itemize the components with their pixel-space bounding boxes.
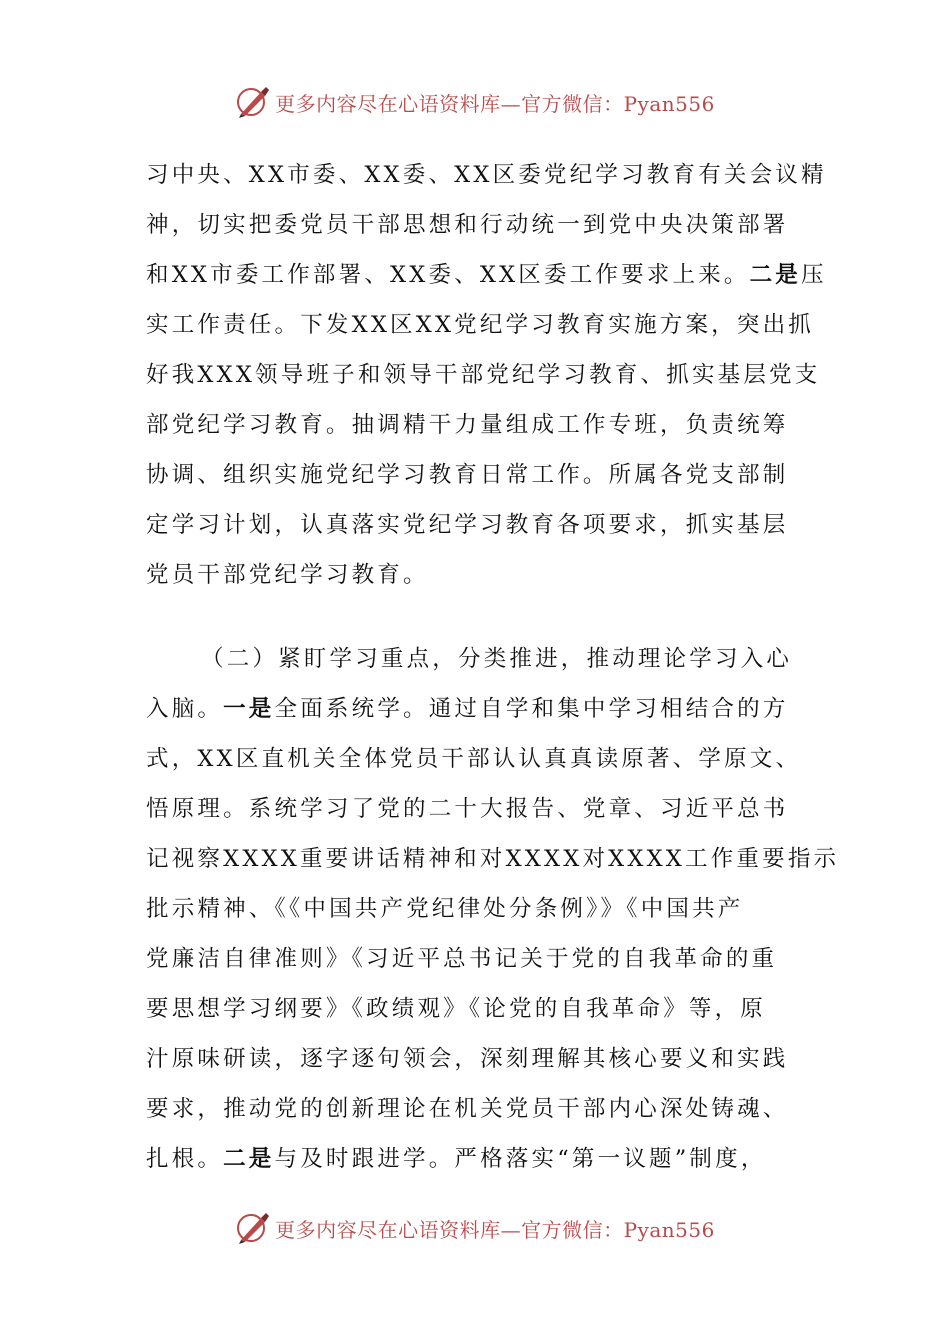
text-line: 要思想学习纲要》《政绩观》《论党的自我革命》等，原: [146, 996, 767, 1022]
text-line: 汁原味研读，逐字逐句领会，深刻理解其核心要义和实践: [146, 1046, 789, 1072]
text-line: 协调、组织实施党纪学习教育日常工作。所属各党支部制: [146, 462, 789, 488]
text-line: 神，切实把委党员干部思想和行动统一到党中央决策部署: [146, 212, 789, 238]
bold-marker: 一是: [223, 696, 275, 722]
section-heading-line: （二）紧盯学习重点，分类推进，推动理论学习入心: [201, 646, 793, 672]
footer-watermark: [0, 1208, 950, 1248]
text-line: 习中央、XX市委、XX委、XX区委党纪学习教育有关会议精: [146, 162, 827, 188]
paragraph-2: [146, 634, 840, 1184]
text-run: 扎根。: [146, 1146, 224, 1172]
pen-logo-icon: [235, 84, 271, 120]
text-line: 好我XXX领导班子和领导干部党纪学习教育、抓实基层党支: [146, 362, 821, 388]
text-line: 记视察XXXX重要讲话精神和对XXXX对XXXX工作重要指示: [146, 846, 840, 872]
text-line: [146, 1134, 816, 1184]
bold-marker: 二是: [223, 1146, 275, 1172]
text-line: 党廉洁自律准则》《习近平总书记关于党的自我革命的重: [146, 946, 778, 972]
text-run: 与及时跟进学。严格落实“第一议题”制度，: [274, 1146, 767, 1172]
text-run: 全面系统学。通过自学和集中学习相结合的方: [274, 696, 789, 722]
paragraph-gap: [146, 600, 816, 634]
text-line: 式，XX区直机关全体党员干部认认真真读原著、学原文、: [146, 746, 802, 772]
text-line: 批示精神、《《中国共产党纪律处分条例》》《中国共产: [146, 896, 744, 922]
text-line: [146, 684, 816, 734]
bold-marker: 二是: [749, 262, 802, 288]
text-line: 党员干部党纪学习教育。: [146, 562, 429, 588]
document-body: [146, 150, 840, 1184]
text-line: 要求，推动党的创新理论在机关党员干部内心深处铸魂、: [146, 1096, 789, 1122]
text-line: [146, 250, 827, 300]
text-line: 悟原理。系统学习了党的二十大报告、党章、习近平总书: [146, 796, 789, 822]
text-run: 和XX市委工作部署、XX委、XX区委工作要求上来。: [146, 262, 750, 288]
footer-watermark-text: 更多内容尽在心语资料库—官方微信：Pyan556: [275, 1217, 715, 1242]
header-watermark-text: 更多内容尽在心语资料库—官方微信：Pyan556: [275, 91, 715, 116]
pen-logo-icon: [235, 1210, 271, 1246]
text-line: 部党纪学习教育。抽调精干力量组成工作专班，负责统筹: [146, 412, 789, 438]
text-line: 实工作责任。下发XX区XX党纪学习教育实施方案，突出抓: [146, 312, 814, 338]
text-run: 压: [801, 262, 827, 288]
header-watermark: [0, 82, 950, 122]
paragraph-1: [146, 150, 827, 600]
text-run: 入脑。: [146, 696, 224, 722]
text-line: 定学习计划，认真落实党纪学习教育各项要求，抓实基层: [146, 512, 789, 538]
